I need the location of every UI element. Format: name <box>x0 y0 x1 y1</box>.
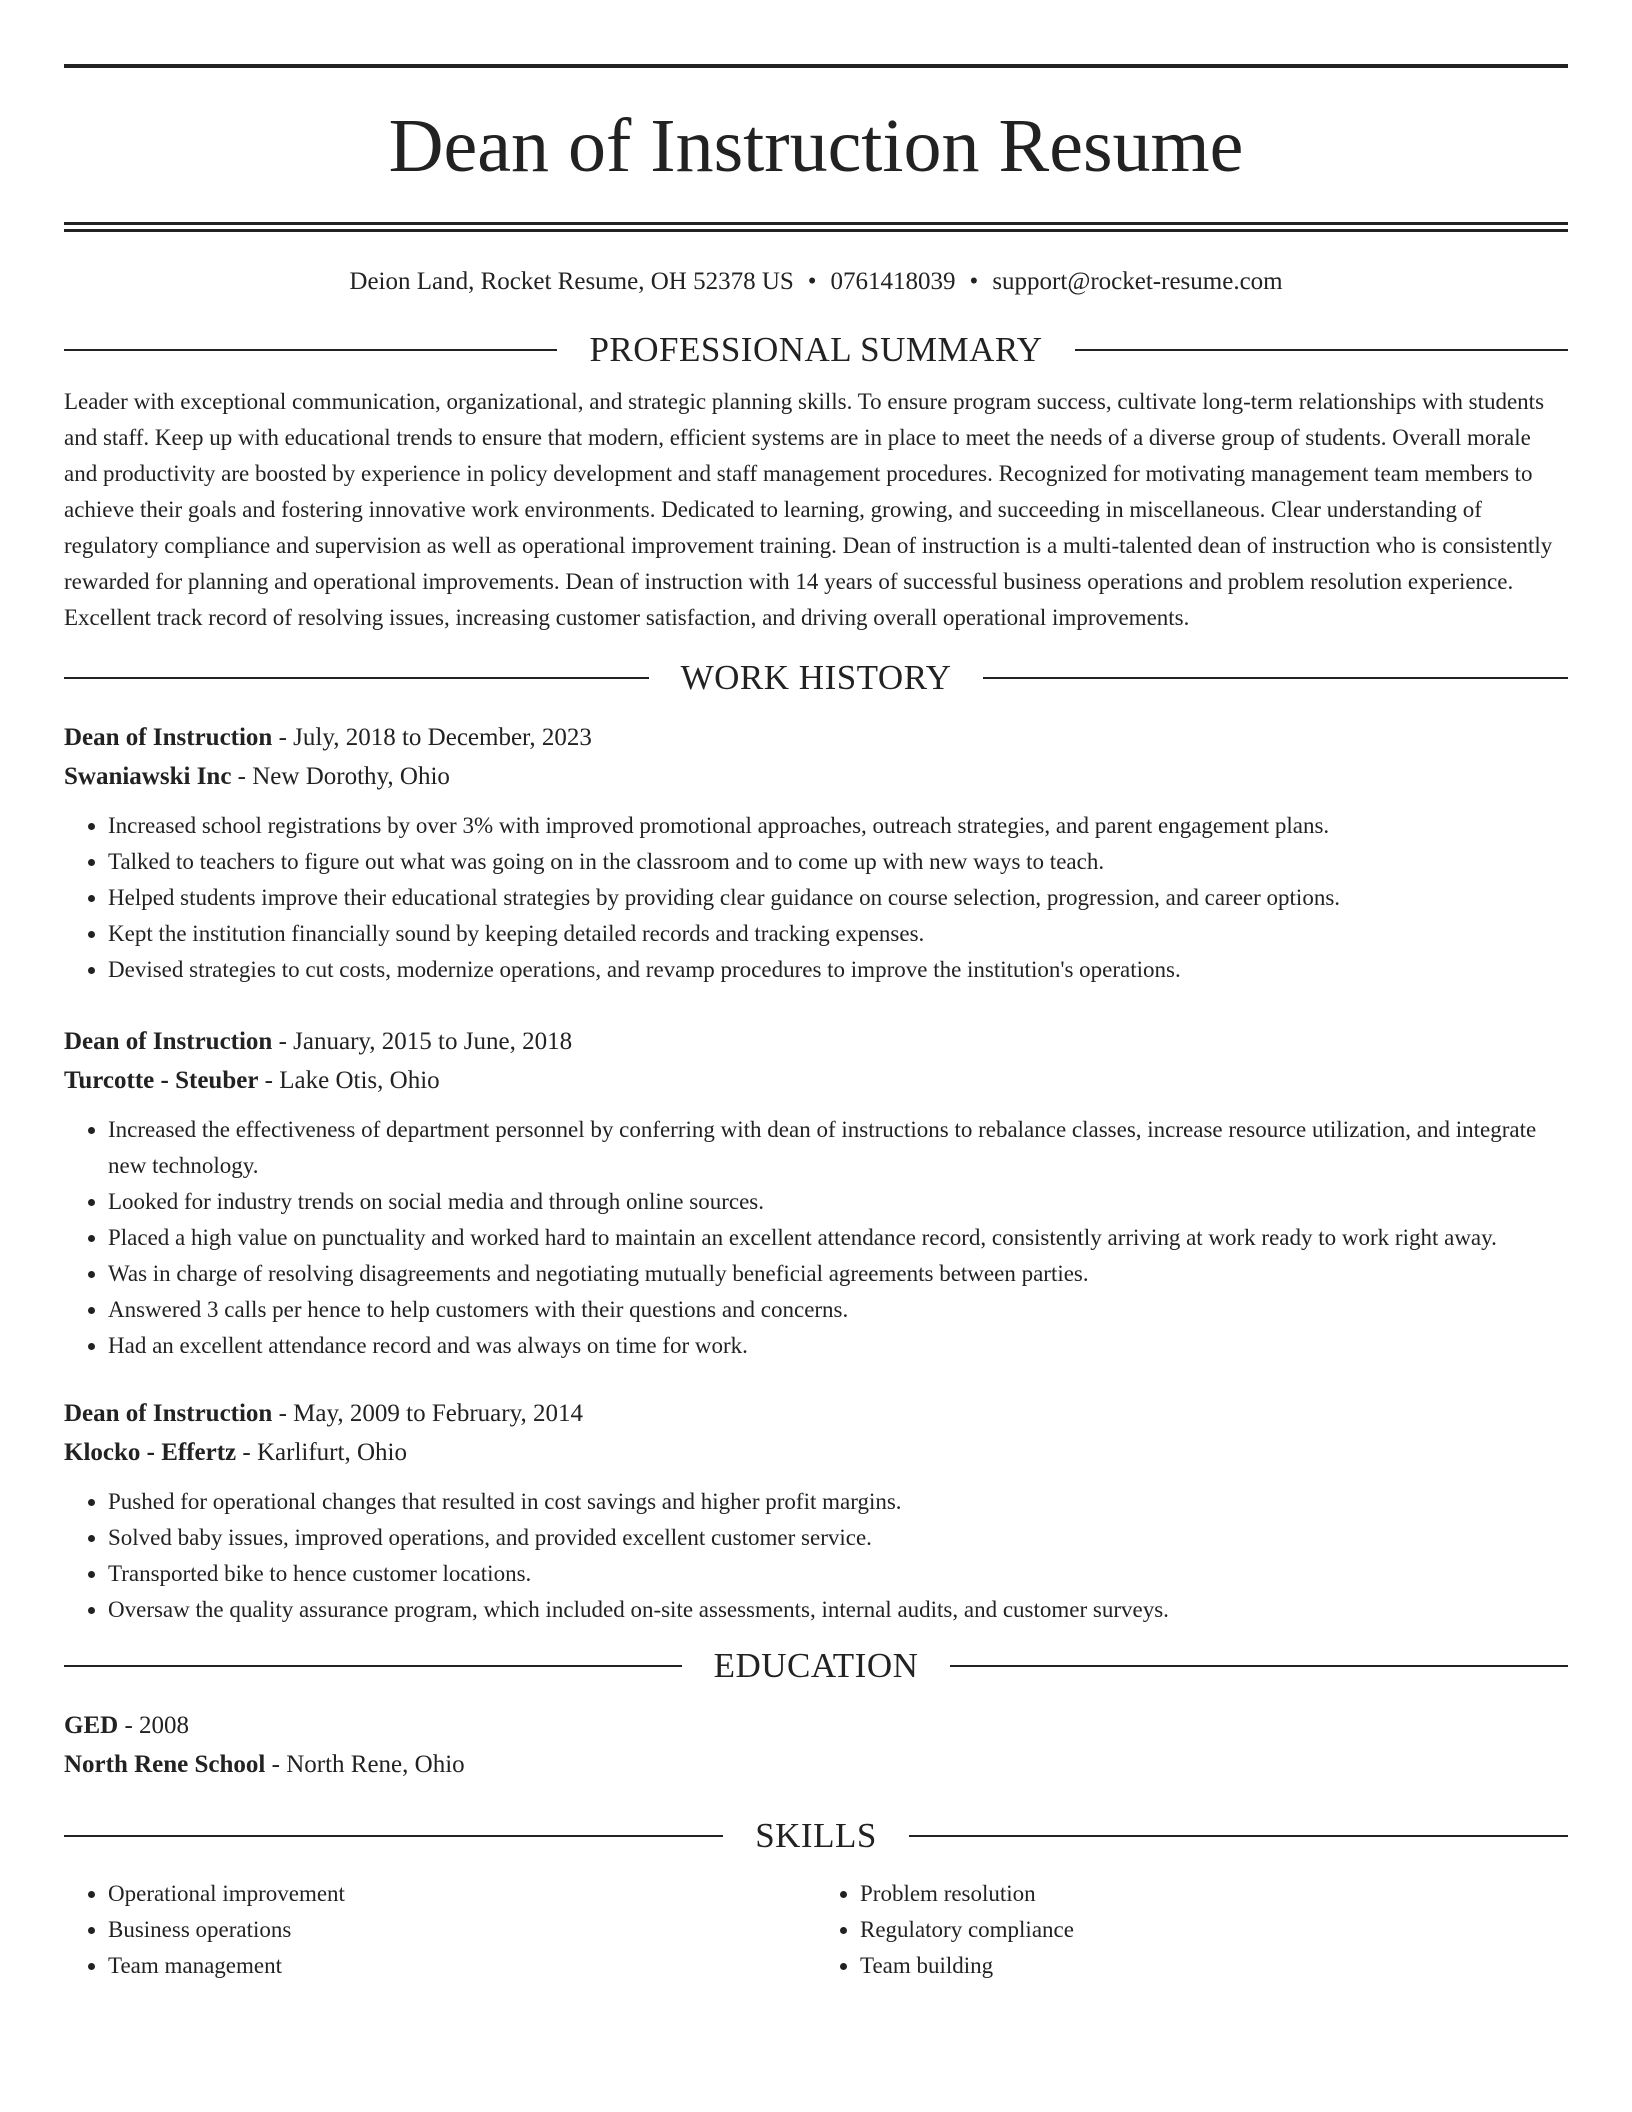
skill-item: • Regulatory compliance <box>860 1912 1568 1948</box>
section-rule-right <box>909 1835 1568 1837</box>
job-title: Dean of Instruction <box>64 724 273 751</box>
job-bullet: • Looked for industry trends on social media and through online sources. <box>108 1184 1568 1220</box>
section-header-work <box>64 658 1568 698</box>
job-bullet: • Increased school registrations by over 3% with improved promotional approaches, outreach strategies, and parent engagement plans. <box>108 808 1568 844</box>
section-rule-right <box>950 1665 1568 1667</box>
job-title-line <box>64 1022 1568 1061</box>
job-bullet: • Placed a high value on punctuality and worked hard to maintain an excellent attendance record, consistently arriving at work ready to work right away. <box>108 1220 1568 1256</box>
job-location: - Lake Otis, Ohio <box>258 1067 440 1094</box>
job-bullets <box>64 1484 1568 1628</box>
education-location: - North Rene, Ohio <box>265 1751 465 1778</box>
job-entry <box>64 1022 1568 1364</box>
section-rule-left <box>64 1665 682 1667</box>
job-company: Klocko - Effertz <box>64 1439 237 1466</box>
job-bullet: • Helped students improve their educational strategies by providing clear guidance on course selection, progression, and career options. <box>108 880 1568 916</box>
section-title-education: EDUCATION <box>713 1646 919 1685</box>
skills-list-right <box>816 1876 1568 1984</box>
section-rule-right <box>1075 349 1568 351</box>
job-entry <box>64 718 1568 988</box>
education-entry <box>64 1706 1568 1784</box>
job-entry <box>64 1394 1568 1628</box>
top-rule <box>64 64 1568 68</box>
section-title-skills: SKILLS <box>755 1816 877 1855</box>
contact-email: support@rocket-resume.com <box>992 268 1283 295</box>
job-bullets <box>64 1112 1568 1364</box>
section-title-work: WORK HISTORY <box>680 658 952 697</box>
job-title: Dean of Instruction <box>64 1028 273 1055</box>
job-company-line <box>64 1433 1568 1472</box>
skills-list-left <box>64 1876 816 1984</box>
bullet-separator: • <box>807 268 817 295</box>
section-title-summary: PROFESSIONAL SUMMARY <box>589 330 1043 369</box>
education-degree: GED <box>64 1712 119 1739</box>
section-header-education <box>64 1646 1568 1686</box>
job-bullet: • Was in charge of resolving disagreements and negotiating mutually beneficial agreements between parties. <box>108 1256 1568 1292</box>
section-header-summary <box>64 330 1568 370</box>
skill-item: • Problem resolution <box>860 1876 1568 1912</box>
title-double-rule <box>64 222 1568 232</box>
bullet-separator: • <box>969 268 979 295</box>
section-rule-left <box>64 1835 723 1837</box>
skill-item: • Team management <box>108 1948 816 1984</box>
skills-columns <box>64 1876 1568 1984</box>
job-bullet: • Devised strategies to cut costs, modernize operations, and revamp procedures to improve the institution's operations. <box>108 952 1568 988</box>
job-bullet: • Kept the institution financially sound by keeping detailed records and tracking expenses. <box>108 916 1568 952</box>
job-company-line <box>64 1061 1568 1100</box>
page-title: Dean of Instruction Resume <box>388 104 1244 188</box>
job-title-line <box>64 1394 1568 1433</box>
job-dates: - July, 2018 to December, 2023 <box>272 724 592 751</box>
job-title-line <box>64 718 1568 757</box>
contact-address: Deion Land, Rocket Resume, OH 52378 US <box>349 268 794 295</box>
job-bullet: • Solved baby issues, improved operations, and provided excellent customer service. <box>108 1520 1568 1556</box>
education-year: - 2008 <box>118 1712 190 1739</box>
job-location: - New Dorothy, Ohio <box>231 763 450 790</box>
job-bullet: • Talked to teachers to figure out what was going on in the classroom and to come up with new ways to teach. <box>108 844 1568 880</box>
section-rule-left <box>64 349 557 351</box>
skill-item: • Business operations <box>108 1912 816 1948</box>
education-school: North Rene School <box>64 1751 266 1778</box>
skill-item: • Team building <box>860 1948 1568 1984</box>
job-bullet: • Pushed for operational changes that resulted in cost savings and higher profit margins. <box>108 1484 1568 1520</box>
section-rule-right <box>983 677 1568 679</box>
resume-page <box>64 64 1568 1984</box>
job-dates: - January, 2015 to June, 2018 <box>272 1028 573 1055</box>
contact-line <box>64 266 1568 298</box>
section-header-skills <box>64 1816 1568 1856</box>
job-bullet: • Transported bike to hence customer locations. <box>108 1556 1568 1592</box>
skill-item: • Operational improvement <box>108 1876 816 1912</box>
job-location: - Karlifurt, Ohio <box>236 1439 407 1466</box>
education-school-line <box>64 1745 1568 1784</box>
job-company: Turcotte - Steuber <box>64 1067 259 1094</box>
section-rule-left <box>64 677 649 679</box>
job-bullet: • Increased the effectiveness of department personnel by conferring with dean of instructions to rebalance classes, increase resource utilization, and integrate new technology. <box>108 1112 1568 1184</box>
job-bullet: • Oversaw the quality assurance program, which included on-site assessments, internal audits, and customer surveys. <box>108 1592 1568 1628</box>
education-degree-line <box>64 1706 1568 1745</box>
job-bullet: • Answered 3 calls per hence to help customers with their questions and concerns. <box>108 1292 1568 1328</box>
job-company-line <box>64 757 1568 796</box>
contact-phone: 0761418039 <box>830 268 956 295</box>
job-bullet: • Had an excellent attendance record and was always on time for work. <box>108 1328 1568 1364</box>
summary-paragraph: Leader with exceptional communication, organizational, and strategic planning skills. To ensure program success, cultivate long-term relationships with students and staff. Keep up with educational trends to ensure that modern, efficient systems are in place to meet the needs of a diverse group of students. Overall morale and productivity are boosted by experience in policy development and staff management procedures. Recognized for motivating management team members to achieve their goals and fostering innovative work environments. Dedicated to learning, growing, and succeeding in miscellaneous. Clear understanding of regulatory compliance and supervision as well as operational improvement training. Dean of instruction is a multi-talented dean of instruction who is consistently rewarded for planning and operational improvements. Dean of instruction with 14 years of successful business operations and problem resolution experience. Excellent track record of resolving issues, increasing customer satisfaction, and driving overall operational improvements. <box>64 389 1553 630</box>
job-dates: - May, 2009 to February, 2014 <box>272 1400 583 1427</box>
job-bullets <box>64 808 1568 988</box>
job-title: Dean of Instruction <box>64 1400 273 1427</box>
job-company: Swaniawski Inc <box>64 763 232 790</box>
